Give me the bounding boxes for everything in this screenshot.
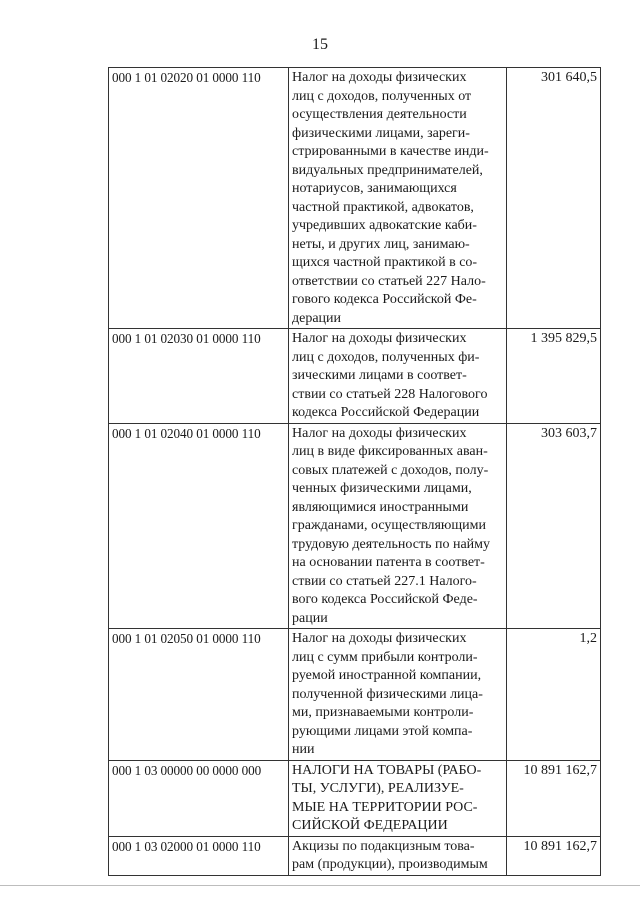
description-line: ми, признаваемыми контроли- (292, 705, 474, 720)
revenue-description (289, 760, 507, 836)
description-line: неты, и других лиц, занимаю- (292, 236, 470, 252)
description-line: учредивших адвокатские каби- (292, 218, 477, 233)
description-line: лиц с доходов, полученных фи- (292, 349, 480, 365)
revenue-description (289, 329, 507, 424)
table-body (109, 68, 601, 876)
table-row (109, 68, 601, 329)
description-line: Налог на доходы физических (292, 425, 467, 441)
description-line: ствии со статьей 227.1 Налого- (292, 573, 477, 589)
amount-value: 1,2 (507, 629, 601, 761)
description-line: совых платежей с доходов, полу- (292, 462, 489, 478)
amount-value: 1 395 829,5 (507, 329, 601, 424)
description-line: СИЙСКОЙ ФЕДЕРАЦИИ (292, 818, 448, 833)
revenue-description (289, 68, 507, 329)
amount-value: 10 891 162,7 (507, 760, 601, 836)
revenue-description (289, 629, 507, 761)
budget-classification-code: 000 1 01 02050 01 0000 110 (109, 629, 289, 761)
description-line: рам (продукции), производимым (292, 857, 488, 872)
description-line: частной практикой, адвокатов, (292, 199, 474, 215)
revenue-description (289, 836, 507, 875)
description-line: рации (292, 610, 328, 626)
revenue-description (289, 423, 507, 629)
description-line: на основании патента в соответ- (292, 555, 485, 570)
table-row (109, 760, 601, 836)
description-line: ствии со статьей 228 Налогового (292, 386, 488, 402)
description-line: физическими лицами, зареги- (292, 125, 470, 141)
description-line: дерации (292, 310, 342, 326)
description-line: руемой иностранной компании, (292, 668, 482, 683)
description-line: нотариусов, занимающихся (292, 181, 457, 196)
budget-classification-code: 000 1 03 00000 00 0000 000 (109, 760, 289, 836)
description-line: стрированными в качестве инди- (292, 144, 489, 159)
budget-classification-code: 000 1 01 02040 01 0000 110 (109, 423, 289, 629)
page-number: 15 (312, 36, 328, 53)
description-line: лиц с доходов, полученных от (292, 88, 472, 104)
description-line: щихся частной практикой в со- (292, 255, 478, 270)
description-line: гражданами, осуществляющими (292, 518, 487, 533)
description-line: ТЫ, УСЛУГИ), РЕАЛИЗУЕ- (292, 781, 464, 796)
table-row (109, 836, 601, 875)
budget-classification-code: 000 1 01 02030 01 0000 110 (109, 329, 289, 424)
amount-value: 301 640,5 (507, 68, 601, 329)
description-line: ченных физическими лицами, (292, 481, 472, 496)
budget-classification-code: 000 1 01 02020 01 0000 110 (109, 68, 289, 329)
description-line: лиц в виде фиксированных аван- (292, 444, 488, 459)
description-line: Налог на доходы физических (292, 631, 467, 646)
description-line: полученной физическими лица- (292, 686, 483, 702)
description-line: зическими лицами в соответ- (292, 368, 467, 383)
amount-value: 10 891 162,7 (507, 836, 601, 875)
table-row (109, 329, 601, 424)
description-line: лиц с сумм прибыли контроли- (292, 649, 478, 665)
budget-revenue-table (108, 67, 601, 876)
description-line: видуальных предпринимателей, (292, 162, 483, 178)
description-line: Налог на доходы физических (292, 331, 467, 346)
description-line: являющимися иностранными (292, 499, 469, 515)
table-row (109, 629, 601, 761)
bottom-divider (0, 885, 640, 886)
description-line: Налог на доходы физических (292, 70, 467, 85)
description-line: нии (292, 742, 315, 757)
description-line: осуществления деятельности (292, 107, 467, 122)
table-row (109, 423, 601, 629)
description-line: вого кодекса Российской Феде- (292, 592, 478, 607)
description-line: МЫЕ НА ТЕРРИТОРИИ РОС- (292, 799, 478, 815)
description-line: Акцизы по подакцизным това- (292, 838, 475, 854)
amount-value: 303 603,7 (507, 423, 601, 629)
description-line: гового кодекса Российской Фе- (292, 292, 477, 307)
budget-classification-code: 000 1 03 02000 01 0000 110 (109, 836, 289, 875)
description-line: трудовую деятельность по найму (292, 536, 491, 552)
description-line: кодекса Российской Федерации (292, 405, 480, 420)
description-line: ответствии со статьей 227 Нало- (292, 273, 486, 289)
description-line: НАЛОГИ НА ТОВАРЫ (РАБО- (292, 762, 482, 778)
description-line: рующими лицами этой компа- (292, 723, 473, 739)
